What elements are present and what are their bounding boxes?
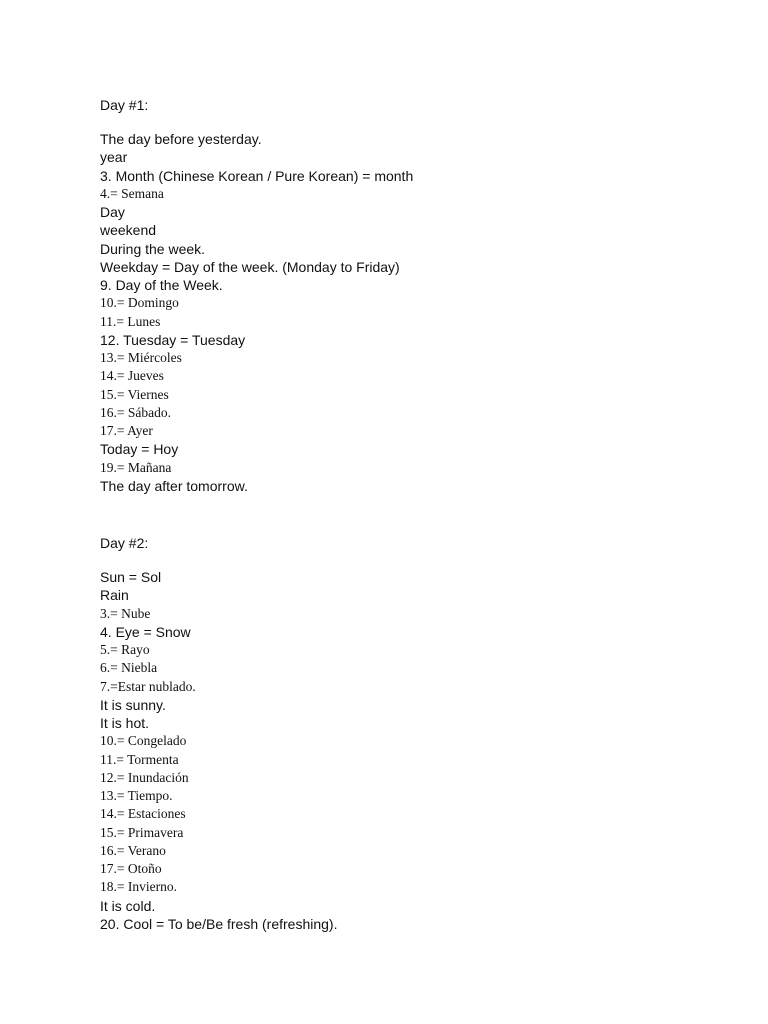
list-item: 7.=Estar nublado. — [100, 678, 196, 694]
list-item: The day before yesterday. — [100, 131, 262, 147]
list-item: 12. Tuesday = Tuesday — [100, 331, 246, 348]
list-item: year — [100, 149, 128, 166]
list-item: 18.= Invierno. — [100, 879, 177, 895]
list-item: 12.= Inundación — [100, 769, 189, 785]
list-item: 19.= Mañana — [100, 459, 172, 475]
list-item: 5.= Rayo — [100, 642, 150, 657]
list-item: Weekday = Day of the week. (Monday to Friday) — [100, 258, 400, 275]
list-item: Day — [100, 204, 125, 220]
list-item: 11.= Tormenta — [100, 751, 179, 767]
list-item: 14.= Jueves — [100, 368, 164, 384]
list-item: Rain — [100, 587, 129, 604]
list-item: It is sunny. — [100, 696, 166, 713]
section-heading: Day #1: — [100, 97, 149, 113]
list-item: 3. Month (Chinese Korean / Pure Korean) = month — [100, 167, 414, 184]
list-item: 11.= Lunes — [100, 313, 161, 329]
list-item: 20. Cool = To be/Be fresh (refreshing). — [100, 915, 338, 932]
list-item: 4. Eye = Snow — [100, 623, 191, 640]
list-item: 15.= Primavera — [100, 824, 184, 840]
section-day-2 — [100, 534, 740, 933]
list-item: 9. Day of the Week. — [100, 277, 223, 293]
list-item: 16.= Verano — [100, 842, 166, 858]
list-item: Today = Hoy — [100, 441, 179, 458]
list-item: It is cold. — [100, 897, 156, 914]
list-item: 17.= Otoño — [100, 861, 162, 876]
vocabulary-list — [100, 130, 740, 495]
list-item: 17.= Ayer — [100, 423, 153, 438]
list-item: During the week. — [100, 240, 206, 257]
list-item: 3.= Nube — [100, 605, 151, 621]
list-item: 6.= Niebla — [100, 660, 158, 676]
list-item: It is hot. — [100, 715, 150, 731]
list-item: 16.= Sábado. — [100, 404, 171, 420]
list-item: 15.= Viernes — [100, 386, 169, 402]
section-heading: Day #2: — [100, 535, 149, 551]
list-item: 13.= Miércoles — [100, 350, 182, 365]
list-item: 4.= Semana — [100, 185, 164, 201]
list-item: 14.= Estaciones — [100, 806, 186, 822]
section-day-1 — [100, 96, 740, 495]
list-item: The day after tomorrow. — [100, 477, 248, 494]
list-item: weekend — [100, 222, 157, 239]
list-item: 10.= Congelado — [100, 733, 187, 749]
list-item: 10.= Domingo — [100, 295, 179, 311]
vocabulary-list — [100, 568, 740, 933]
list-item: Sun = Sol — [100, 569, 162, 585]
list-item: 13.= Tiempo. — [100, 788, 173, 803]
